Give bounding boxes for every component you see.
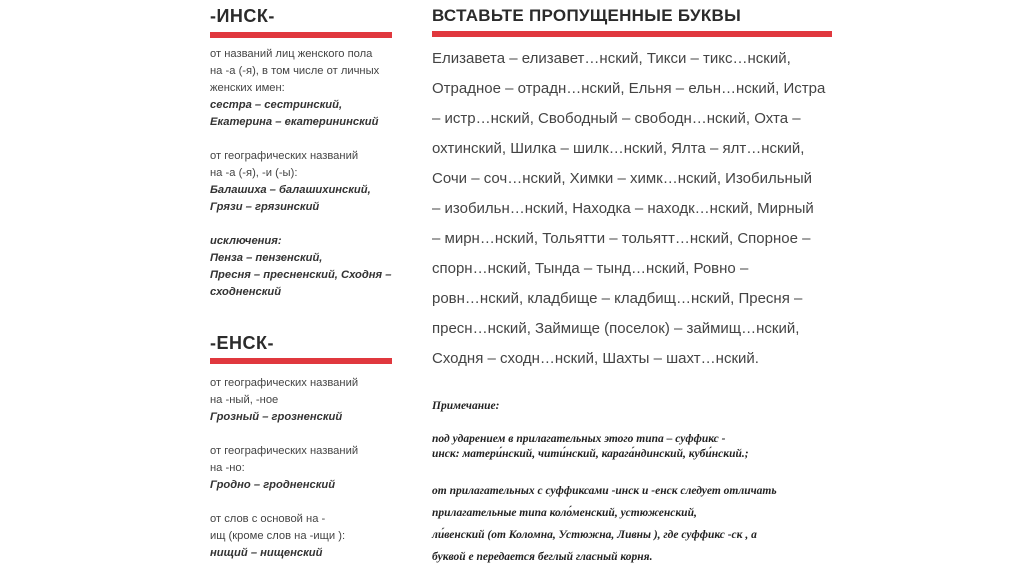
note-paragraph-2 xyxy=(432,480,852,568)
text-line: ли́венский (от Коломна, Устюжна, Ливны ), где суффикс -ск , а xyxy=(432,529,757,541)
ensk-rule xyxy=(210,358,392,364)
text-line: на -а (-я), -и (-ы): xyxy=(210,167,298,179)
text-line: охтинский, Шилка – шилк…нский, Ялта – ялт…нский, xyxy=(432,140,805,157)
note-paragraph-1 xyxy=(432,432,852,462)
text-line: спорн…нский, Тында – тынд…нский, Ровно – xyxy=(432,260,749,277)
text-line: ровн…нский, кладбище – кладбищ…нский, Пресня – xyxy=(432,290,803,307)
text-line: Гродно – гродненский xyxy=(210,479,336,491)
text-line: Отрадное – отрадн…нский, Ельня – ельн…нский, Истра xyxy=(432,80,826,97)
ensk-block-2 xyxy=(210,443,400,494)
text-line: Грозный – грозненский xyxy=(210,411,343,423)
text-line: от прилагательных с суффиксами -инск и -енск следует отличать xyxy=(432,485,777,497)
text-line: Елизавета – елизавет…нский, Тикси – тикс…нский, xyxy=(432,50,791,67)
text-line: Балашиха – балашихинский, xyxy=(210,184,371,196)
insk-block-1 xyxy=(210,46,400,131)
text-line: – изобильн…нский, Находка – находк…нский, Мирный xyxy=(432,200,814,217)
note-heading: Примечание: xyxy=(432,400,500,412)
text-line: – истр…нский, Свободный – свободн…нский, Охта – xyxy=(432,110,801,127)
text-line: от названий лиц женского пола xyxy=(210,48,373,60)
text-line: буквой е передается беглый гласный корня. xyxy=(432,551,653,563)
text-line: сестра – сестринский, xyxy=(210,99,343,111)
text-line: от географических названий xyxy=(210,377,359,389)
text-line: пресн…нский, Займище (поселок) – займищ…нский, xyxy=(432,320,800,337)
text-line: Екатерина – екатерининский xyxy=(210,116,379,128)
text-line: от географических названий xyxy=(210,150,359,162)
text-line: Грязи – грязинский xyxy=(210,201,320,213)
text-line: Сочи – соч…нский, Химки – химк…нский, Изобильный xyxy=(432,170,812,187)
text-line: на -ный, -ное xyxy=(210,394,279,406)
exercise-text xyxy=(432,44,832,374)
text-line: Пенза – пензенский, xyxy=(210,252,323,264)
text-line: прилагательные типа коло́менский, устюженский, xyxy=(432,507,697,519)
text-line: ищ (кроме слов на -ищи ): xyxy=(210,530,346,542)
text-line: на -а (-я), в том числе от личных xyxy=(210,65,380,77)
text-line: – мирн…нский, Тольятти – тольятт…нский, Спорное – xyxy=(432,230,811,247)
text-line: исключения: xyxy=(210,235,282,247)
text-line: от слов с основой на - xyxy=(210,513,326,525)
text-line: под ударением в прилагательных этого типа – суффикс - xyxy=(432,433,726,445)
exercise-rule xyxy=(432,31,832,37)
text-line: нищий – нищенский xyxy=(210,547,323,559)
exercise-title: ВСТАВЬТЕ ПРОПУЩЕННЫЕ БУКВЫ xyxy=(432,6,742,25)
insk-title: -ИНСК- xyxy=(210,6,275,26)
text-line: от географических названий xyxy=(210,445,359,457)
text-line: сходненский xyxy=(210,286,282,298)
text-line: Сходня – сходн…нский, Шахты – шахт…нский. xyxy=(432,350,759,367)
ensk-block-1 xyxy=(210,375,400,426)
ensk-block-3 xyxy=(210,511,400,562)
insk-rule xyxy=(210,32,392,38)
text-line: женских имен: xyxy=(210,82,285,94)
ensk-title: -ЕНСК- xyxy=(210,333,274,353)
text-line: инск: матери́нский, чити́нский, карага́ндинский, куби́нский.; xyxy=(432,448,749,460)
insk-exceptions xyxy=(210,233,400,301)
text-line: Пресня – пресненский, Сходня – xyxy=(210,269,392,281)
text-line: на -но: xyxy=(210,462,245,474)
insk-block-2 xyxy=(210,148,400,216)
